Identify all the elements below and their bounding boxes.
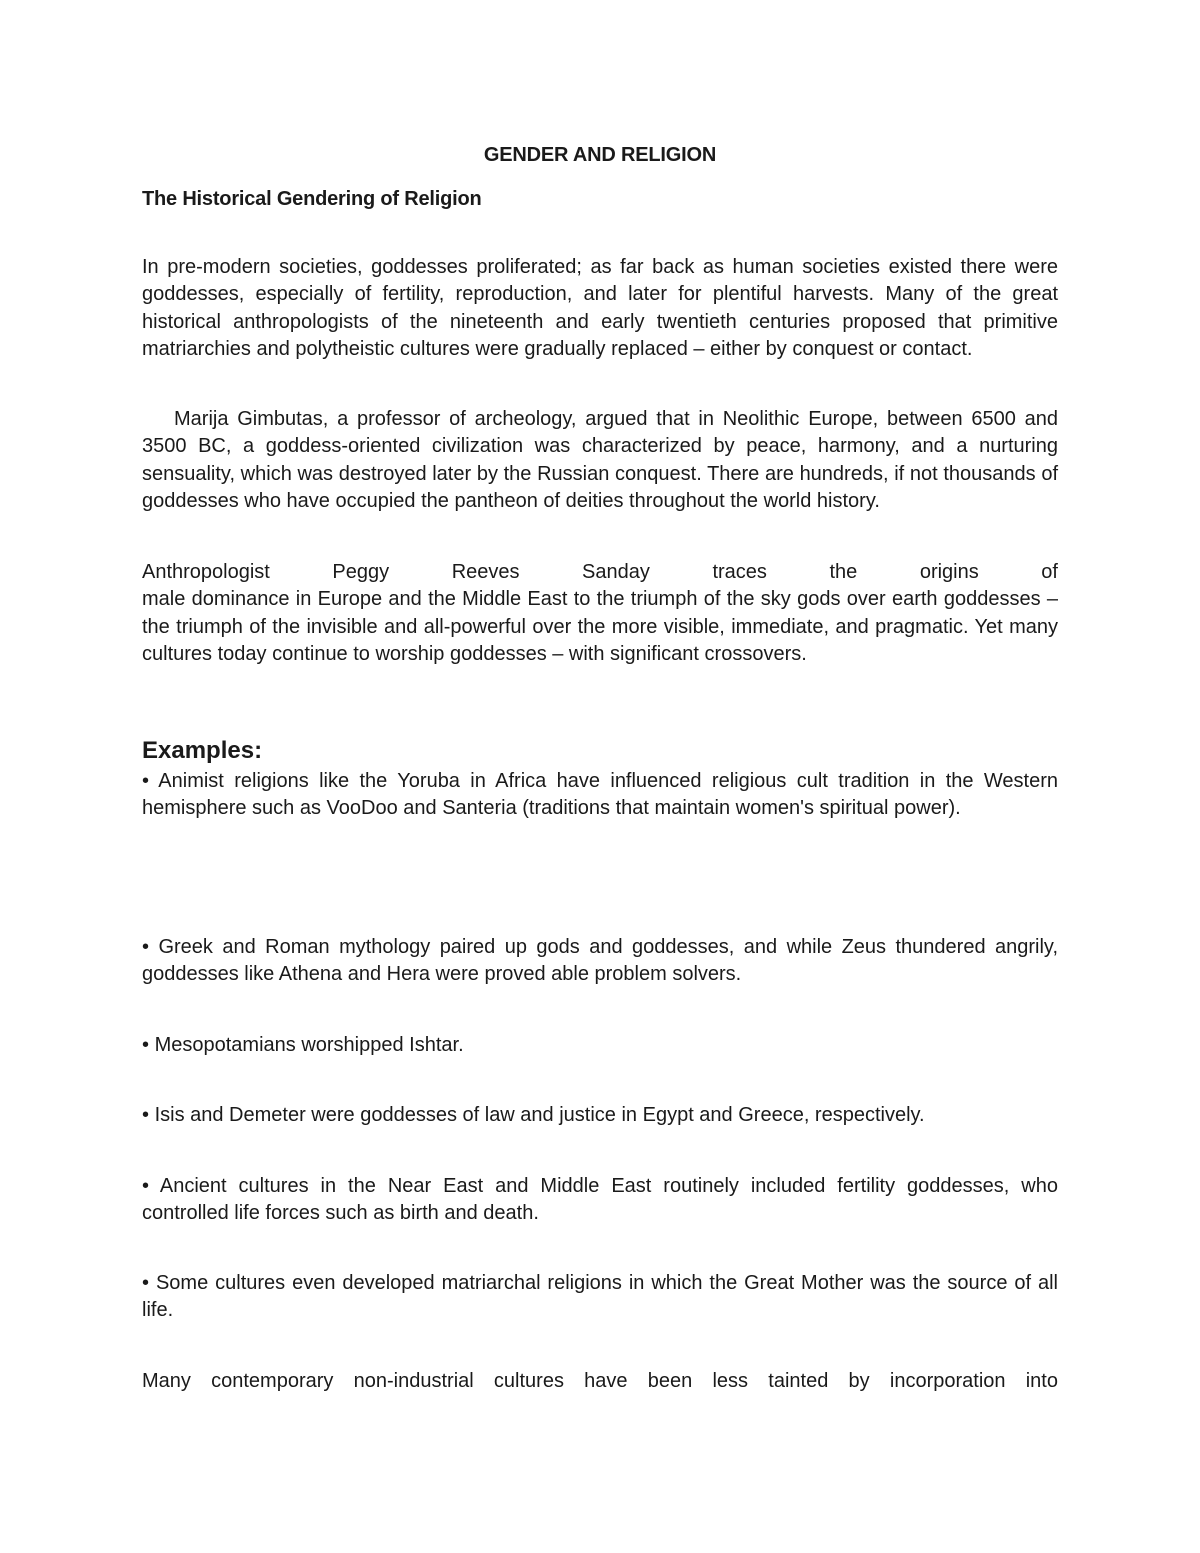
list-item-text: Some cultures even developed matriarchal religions in which the Great Mother was the source of all life. <box>142 1272 1058 1322</box>
paragraph-sanday-body: male dominance in Europe and the Middle East to the triumph of the sky gods over earth goddesses – the triumph of the invisible and all-powerful over the more visible, immediate, and pragmatic. Yet many cultures today continue to worship goddesses – with significant crossovers. <box>142 588 1058 666</box>
list-item-text: Greek and Roman mythology paired up gods and goddesses, and while Zeus thundered angrily, goddesses like Athena and Hera were proved able problem solvers. <box>142 936 1059 986</box>
examples-heading: Examples: <box>142 737 263 764</box>
list-item-text: Mesopotamians worshipped Ishtar. <box>154 1034 464 1056</box>
bullet-icon: • <box>142 1175 150 1197</box>
list-item-text: Animist religions like the Yoruba in Africa have influenced religious cult tradition in the Western hemisphere such as VooDoo and Santeria (traditions that maintain women's spiritual power). <box>142 770 1059 820</box>
document-title: GENDER AND RELIGION <box>483 144 717 166</box>
bullet-icon: • <box>142 1272 150 1294</box>
paragraph-closing-text: Many contemporary non-industrial cultures have been less tainted by incorporation into <box>142 1370 1058 1392</box>
paragraph-gimbutas: Marija Gimbutas, a professor of archeology, argued that in Neolithic Europe, between 6500 and 3500 BC, a goddess-oriented civilization was characterized by peace, harmony, and a nurturing sensuality, which was destroyed later by the Russian conquest. There are hundreds, if not thousands of goddesses who have occupied the pantheon of deities throughout the world history. <box>142 408 1058 513</box>
paragraph-sanday <box>142 559 1058 669</box>
bullet-icon: • <box>142 770 150 792</box>
paragraph-intro: In pre-modern societies, goddesses proliferated; as far back as human societies existed there were goddesses, especially of fertility, reproduction, and later for plentiful harvests. Many of the great historical anthropologists of the nineteenth and early twentieth centuries proposed that primitive matriarchies and polytheistic cultures were gradually replaced – either by conquest or contact. <box>142 256 1058 361</box>
list-item <box>142 768 1058 823</box>
paragraph-sanday-first-line: Anthropologist Peggy Reeves Sanday traces the origins of <box>142 561 1058 583</box>
bullet-icon: • <box>142 1104 150 1126</box>
list-item <box>142 1032 1058 1059</box>
paragraph-closing <box>142 1368 1058 1395</box>
list-item <box>142 1270 1058 1325</box>
list-item-text: Isis and Demeter were goddesses of law and justice in Egypt and Greece, respectively. <box>154 1104 925 1126</box>
section-heading: The Historical Gendering of Religion <box>142 188 482 210</box>
bullet-icon: • <box>142 936 150 958</box>
list-item-text: Ancient cultures in the Near East and Middle East routinely included fertility goddesses, who controlled life forces such as birth and death. <box>142 1175 1058 1225</box>
list-item <box>142 934 1058 989</box>
bullet-icon: • <box>142 1034 150 1056</box>
list-item <box>142 1173 1058 1228</box>
list-item <box>142 1102 1058 1129</box>
